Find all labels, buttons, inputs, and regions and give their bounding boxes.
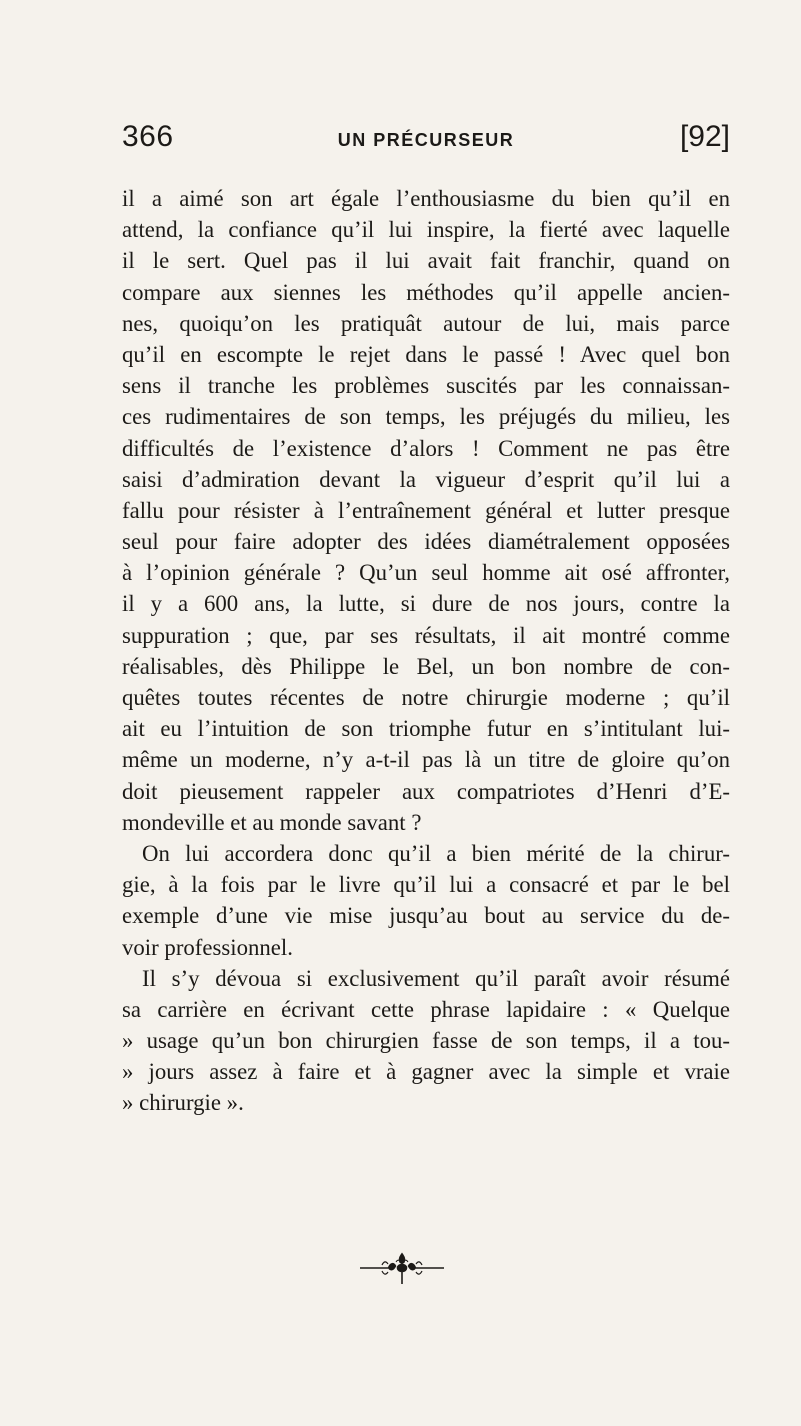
text-line: doit pieusement rappeler aux compatriotes d’Henri d’E- <box>122 778 730 804</box>
text-line: gie, à la fois par le livre qu’il lui a consacré et par le bel <box>122 872 730 898</box>
text-line: quêtes toutes récentes de notre chirurgie moderne ; qu’il <box>122 685 730 710</box>
text-line: saisi d’admiration devant la vigueur d’esprit qu’il lui a <box>122 466 730 492</box>
text-line: sa carrière en écrivant cette phrase lapidaire : « Quelque <box>122 996 730 1022</box>
text-line: voir professionnel. <box>122 934 293 960</box>
text-line: suppuration ; que, par ses résultats, il ait montré comme <box>122 622 730 648</box>
text-line: qu’il en escompte le rejet dans le passé ! Avec quel bon <box>122 341 730 367</box>
text-line: ces rudimentaires de son temps, les préjugés du milieu, les <box>122 404 730 430</box>
text-line: mondeville et au monde savant ? <box>122 809 422 835</box>
text-line: il le sert. Quel pas il lui avait fait franchir, quand on <box>122 248 730 274</box>
text-line: nes, quoiqu’on les pratiquât autour de lui, mais parce <box>122 310 730 336</box>
text-line: il y a 600 ans, la lutte, si dure de nos jours, contre la <box>122 591 730 617</box>
text-line: réalisables, dès Philippe le Bel, un bon nombre de con- <box>122 653 730 679</box>
fleuron-ornament-icon <box>358 1250 446 1286</box>
text-line: seul pour faire adopter des idées diamétralement opposées <box>122 529 730 555</box>
text-line: difficultés de l’existence d’alors ! Comment ne pas être <box>122 435 730 461</box>
text-line: compare aux siennes les méthodes qu’il appelle ancien- <box>122 279 730 305</box>
page-number: 366 <box>122 120 174 153</box>
text-line: attend, la confiance qu’il lui inspire, la fierté avec laquelle <box>122 217 730 243</box>
text-line: il a aimé son art égale l’enthousiasme du bien qu’il en <box>122 186 730 211</box>
text-line: Il s’y dévoua si exclusivement qu’il paraît avoir résumé <box>142 965 730 991</box>
body-text <box>122 183 730 1119</box>
running-title: UN PRÉCURSEUR <box>337 130 515 150</box>
text-line: sens il tranche les problèmes suscités par les connaissan- <box>122 373 730 399</box>
text-line: ait eu l’intuition de son triomphe futur en s’intitulant lui- <box>122 716 730 742</box>
text-line: On lui accordera donc qu’il a bien mérité de la chirur- <box>142 840 730 866</box>
text-line: même un moderne, n’y a-t-il pas là un titre de gloire qu’on <box>122 747 730 773</box>
running-header <box>122 120 730 164</box>
text-line: » usage qu’un bon chirurgien fasse de son temps, il a tou- <box>122 1028 730 1054</box>
text-line: à l’opinion générale ? Qu’un seul homme ait osé affronter, <box>122 560 730 586</box>
text-line: » jours assez à faire et à gagner avec la simple et vraie <box>122 1059 730 1085</box>
text-line: fallu pour résister à l’entraînement général et lutter presque <box>122 497 730 523</box>
folio-number: [92] <box>679 120 730 153</box>
text-line: exemple d’une vie mise jusqu’au bout au service du de- <box>122 903 730 929</box>
text-line: » chirurgie ». <box>122 1090 244 1116</box>
